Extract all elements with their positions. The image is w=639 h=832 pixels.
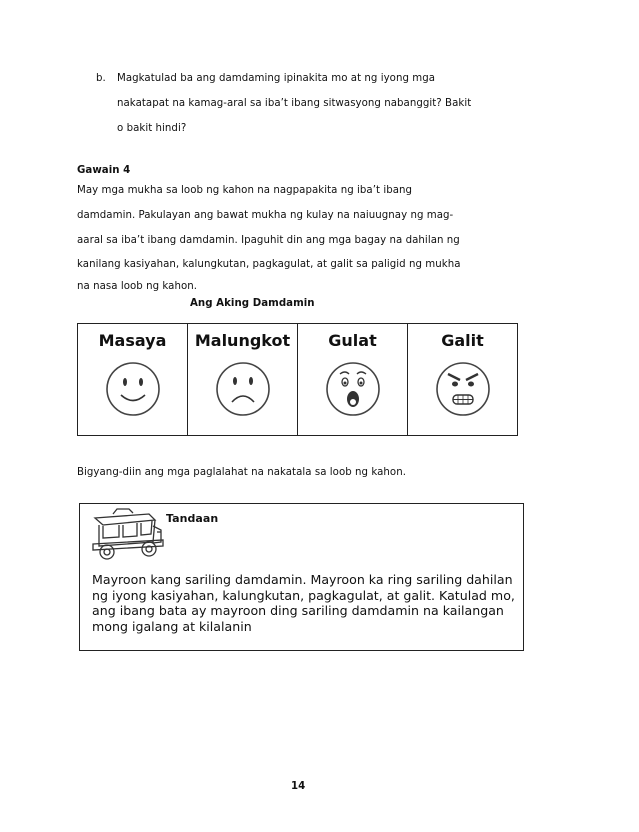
tandaan-title: Tandaan [166, 512, 219, 525]
gawain-line-2: damdamin. Pakulayan ang bawat mukha ng kulay na naiuugnay ng mag- [77, 210, 454, 221]
emotion-cell-masaya [78, 324, 188, 436]
emotion-label: Malungkot [194, 331, 291, 350]
emotions-table [77, 323, 518, 436]
happy-face-icon [104, 360, 162, 418]
emotion-label: Galit [441, 331, 484, 350]
instruction-text: Bigyang-diin ang mga paglalahat na nakatala sa loob ng kahon. [77, 467, 407, 478]
jeepney-icon [89, 508, 165, 564]
question-b-line-1: Magkatulad ba ang damdaming ipinakita mo at ng iyong mga [117, 73, 436, 84]
emotion-cell-gulat [298, 324, 408, 436]
gawain-line-4: kanilang kasiyahan, kalungkutan, pagkagulat, at galit sa paligid ng mukha [77, 259, 461, 270]
tandaan-body [92, 572, 517, 634]
surprised-face-icon [324, 360, 382, 418]
sad-face-icon [214, 360, 272, 418]
table-title: Ang Aking Damdamin [190, 298, 315, 309]
emotion-label: Gulat [328, 331, 377, 350]
tandaan-line-2: ng iyong kasiyahan, kalungkutan, pagkagulat, at galit. Katulad mo, [92, 587, 515, 603]
question-b-line-2: nakatapat na kamag-aral sa iba’t ibang sitwasyong nabanggit? Bakit [117, 98, 472, 109]
gawain-line-3: aaral sa iba’t ibang damdamin. Ipaguhit din ang mga bagay na dahilan ng [77, 235, 460, 246]
tandaan-line-4: mong igalang at kilalanin [92, 618, 252, 634]
emotion-cell-galit [408, 324, 518, 436]
gawain-line-1: May mga mukha sa loob ng kahon na nagpapakita ng iba’t ibang [77, 185, 413, 196]
question-marker: b. [96, 73, 106, 84]
angry-face-icon [434, 360, 492, 418]
tandaan-line-3: ang ibang bata ay mayroon ding sariling damdamin na kailangan [92, 603, 504, 618]
emotion-label: Masaya [98, 331, 167, 350]
tandaan-line-1: Mayroon kang sariling damdamin. Mayroon ka ring sariling dahilan [92, 572, 513, 587]
gawain-heading: Gawain 4 [77, 165, 131, 176]
emotion-cell-malungkot [188, 324, 298, 436]
page-number: 14 [291, 781, 306, 792]
gawain-line-5: na nasa loob ng kahon. [77, 281, 198, 292]
question-b-line-3: o bakit hindi? [117, 123, 187, 134]
tandaan-box [79, 503, 524, 651]
